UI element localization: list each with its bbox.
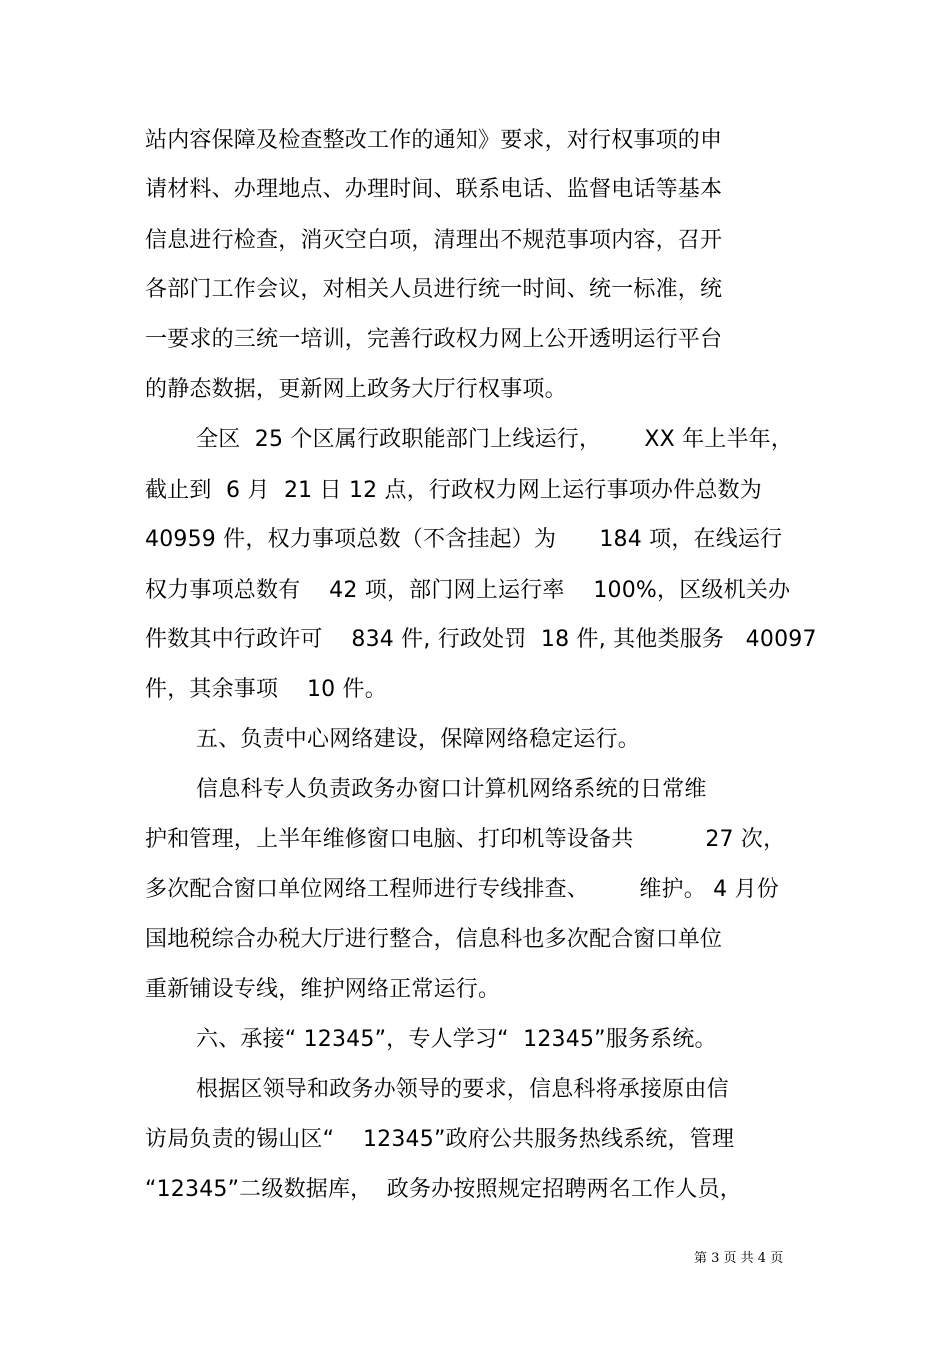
- text-line-3: 信息进行检查，消灭空白项，清理出不规范事项内容，召开: [145, 228, 723, 253]
- text-line-7: 全区 25 个区属行政职能部门上线运行， XX 年上半年，: [196, 427, 794, 452]
- text-line-9: 40959 件，权力事项总数（不含挂起）为 184 项，在线运行: [145, 527, 783, 552]
- text-line-20: 根据区领导和政务办领导的要求，信息科将承接原由信: [196, 1077, 729, 1102]
- text-line-8: 截止到 6 月 21 日 12 点，行政权力网上运行事项办件总数为: [145, 478, 762, 503]
- page-footer: 第 3 页 共 4 页: [694, 1251, 784, 1266]
- text-line-4: 各部门工作会议，对相关人员进行统一时间、统一标准，统: [145, 277, 723, 302]
- text-line-14: 信息科专人负责政务办窗口计算机网络系统的日常维: [196, 777, 707, 802]
- text-line-10: 权力事项总数有 42 项，部门网上运行率 100%，区级机关办: [145, 578, 791, 603]
- text-line-15: 护和管理，上半年维修窗口电脑、打印机等设备共 27 次，: [145, 827, 786, 852]
- text-line-21: 访局负责的锡山区“ 12345”政府公共服务热线系统，管理: [145, 1127, 735, 1152]
- text-line-16: 多次配合窗口单位网络工程师进行专线排查、 维护。 4 月份: [145, 877, 779, 902]
- section-heading-6: 六、承接“ 12345”，专人学习“ 12345”服务系统。: [196, 1027, 717, 1052]
- text-line-12: 件，其余事项 10 件。: [145, 677, 387, 702]
- section-heading-5: 五、负责中心网络建设，保障网络稳定运行。: [196, 727, 641, 752]
- text-line-6: 的静态数据，更新网上政务大厅行权事项。: [145, 377, 567, 402]
- text-line-17: 国地税综合办税大厅进行整合，信息科也多次配合窗口单位: [145, 927, 723, 952]
- text-line-2: 请材料、办理地点、办理时间、联系电话、监督电话等基本: [145, 177, 723, 202]
- text-line-18: 重新铺设专线，维护网络正常运行。: [145, 977, 501, 1002]
- text-line-11: 件数其中行政许可 834 件, 行政处罚 18 件, 其他类服务 40097: [145, 627, 817, 652]
- text-line-5: 一要求的三统一培训，完善行政权力网上公开透明运行平台: [145, 327, 723, 352]
- text-line-1: 站内容保障及检查整改工作的通知》要求，对行权事项的申: [145, 128, 723, 153]
- text-line-22: “12345”二级数据库， 政务办按照规定招聘两名工作人员，: [145, 1177, 742, 1202]
